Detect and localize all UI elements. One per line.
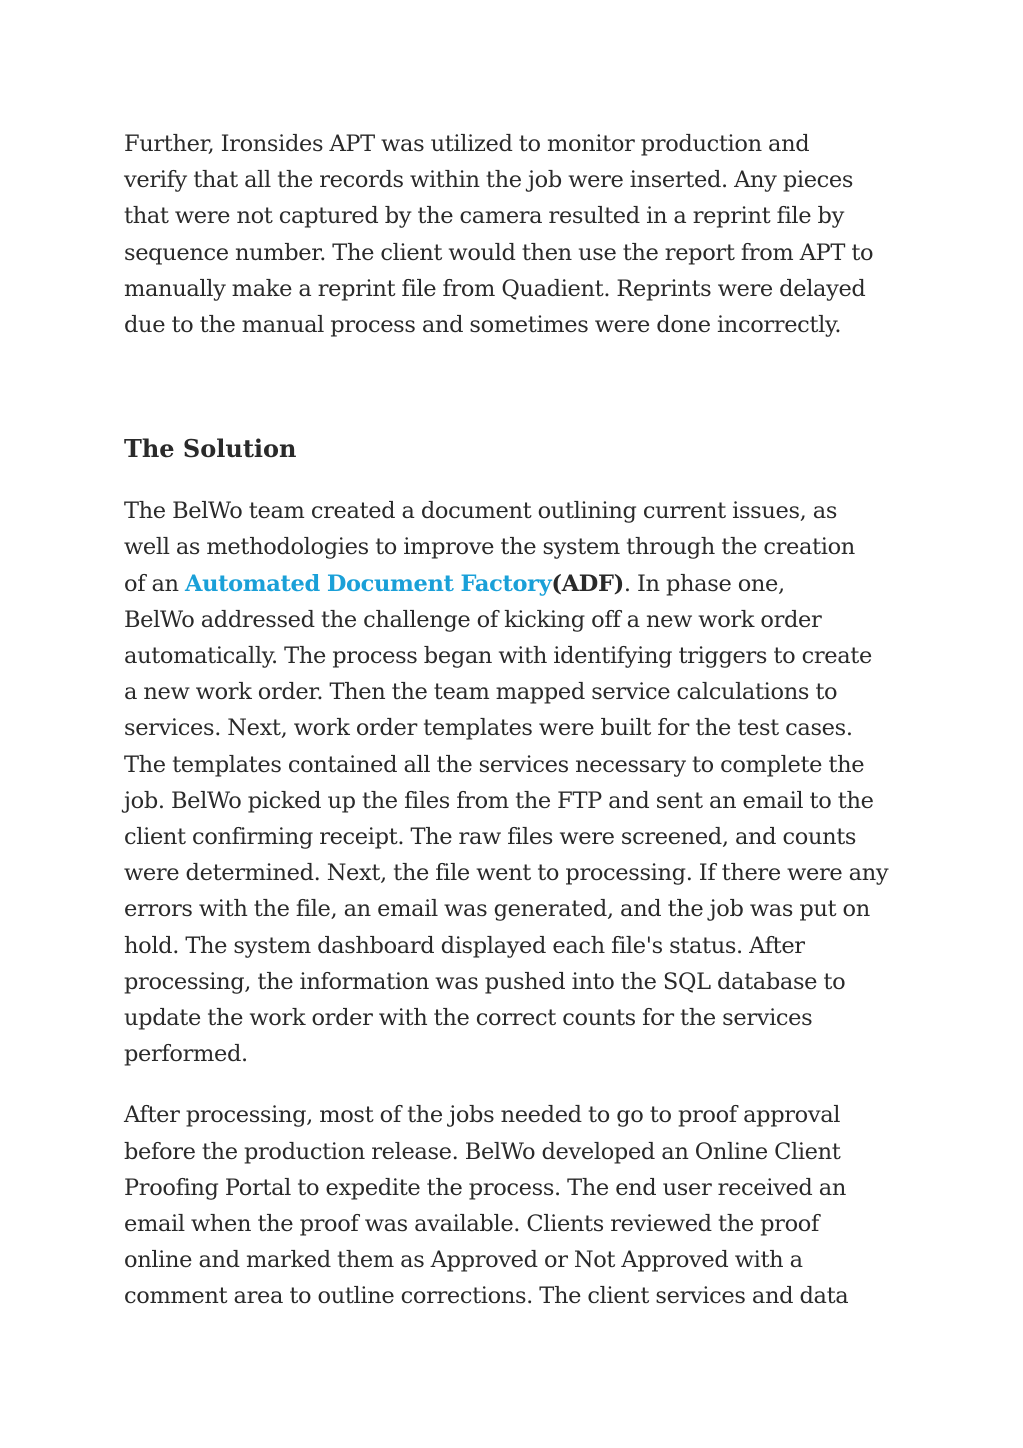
solution-paragraph-2 [124, 1097, 914, 1314]
document-page [124, 126, 914, 1315]
text-line: Proofing Portal to expedite the process. The end user received an [124, 1174, 846, 1201]
adf-abbreviation: (ADF) [551, 570, 624, 597]
text-line-with-link [124, 566, 914, 602]
text-line: After processing, most of the jobs needed to go to proof approval [124, 1102, 841, 1129]
text-line: job. BelWo picked up the files from the FTP and sent an email to the [124, 787, 874, 814]
text-line: BelWo addressed the challenge of kicking off a new work order [124, 606, 822, 633]
text-line: online and marked them as Approved or Not Approved with a [124, 1247, 803, 1274]
text-line: processing, the information was pushed into the SQL database to [124, 968, 846, 995]
text-line: hold. The system dashboard displayed each file's status. After [124, 932, 805, 959]
text-line: errors with the file, an email was generated, and the job was put on [124, 896, 870, 923]
text-line: The BelWo team created a document outlining current issues, as [124, 498, 838, 525]
text-line: were determined. Next, the file went to processing. If there were any [124, 860, 889, 887]
text-line: email when the proof was available. Clients reviewed the proof [124, 1211, 819, 1238]
text-line: client confirming receipt. The raw files were screened, and counts [124, 824, 857, 851]
text-line: performed. [124, 1041, 248, 1068]
text-line: that were not captured by the camera resulted in a reprint file by [124, 203, 844, 230]
text-fragment: of an [124, 570, 185, 597]
text-line: manually make a reprint file from Quadient. Reprints were delayed [124, 275, 866, 302]
text-line: verify that all the records within the job were inserted. Any pieces [124, 167, 854, 194]
text-line: sequence number. The client would then use the report from APT to [124, 239, 874, 266]
text-line: comment area to outline corrections. The client services and data [124, 1283, 849, 1310]
text-line: due to the manual process and sometimes were done incorrectly. [124, 312, 842, 339]
text-line: services. Next, work order templates were built for the test cases. [124, 715, 853, 742]
text-line: automatically. The process began with identifying triggers to create [124, 643, 872, 670]
solution-paragraph-1 [124, 493, 914, 1072]
text-line: The templates contained all the services necessary to complete the [124, 751, 865, 778]
text-line: Further, Ironsides APT was utilized to monitor production and [124, 131, 810, 157]
adf-link[interactable]: Automated Document Factory [184, 570, 552, 597]
text-line: before the production release. BelWo developed an Online Client [124, 1138, 841, 1165]
text-line: a new work order. Then the team mapped service calculations to [124, 679, 838, 706]
section-heading: The Solution [124, 434, 297, 464]
text-line: update the work order with the correct counts for the services [124, 1005, 813, 1032]
intro-paragraph [124, 126, 914, 343]
text-fragment: . In phase one, [623, 570, 785, 597]
text-line: well as methodologies to improve the system through the creation [124, 534, 855, 561]
